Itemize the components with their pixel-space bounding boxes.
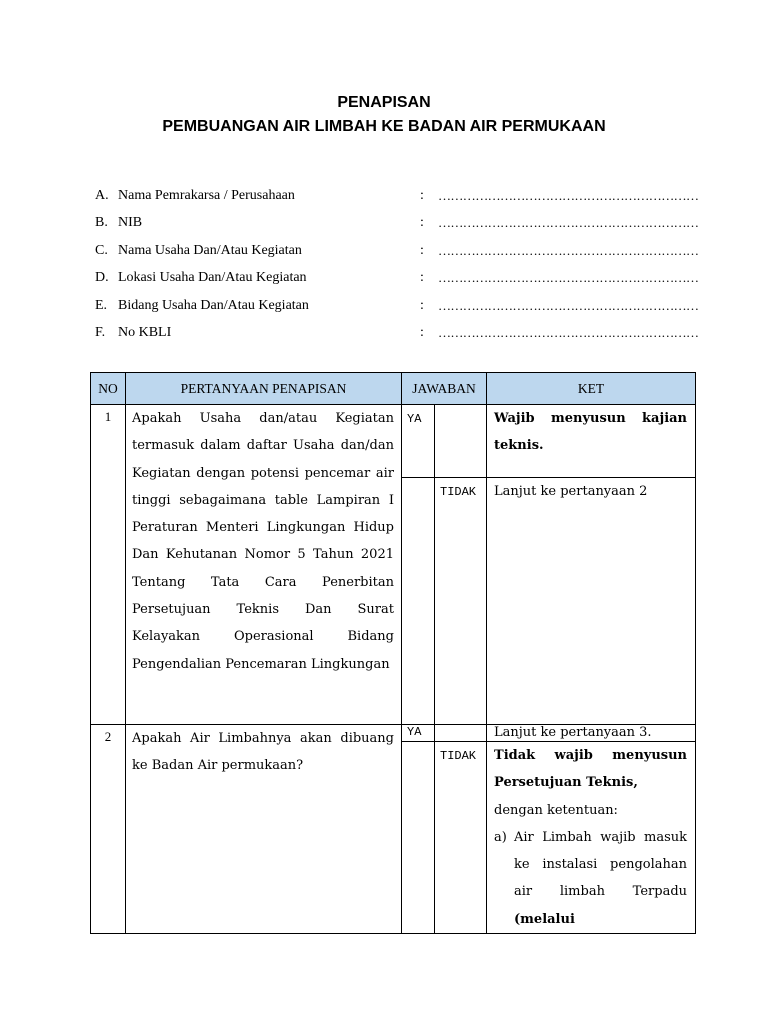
question-text: Apakah Usaha dan/atau Kegiatan termasuk dalam daftar Usaha dan/dan Kegiatan dengan potensi pencemar air tinggi sebagaimana table Lampiran I Peraturan Menteri Lingkungan Hidup Dan Kehutanan Nomor 5 Tahun 2021 Tentang Tata Cara Penerbitan Persetujuan Teknis Dan Surat Kelayakan Operasional Bidang Pengendalian Pencemaran Lingkungan bbox=[126, 405, 402, 725]
info-colon: : bbox=[420, 215, 424, 231]
info-letter: B. bbox=[95, 215, 108, 231]
info-label: No KBLI bbox=[118, 324, 172, 340]
info-letter: C. bbox=[95, 242, 108, 258]
header-no: NO bbox=[91, 373, 126, 405]
question-text: Apakah Air Limbahnya akan dibuang ke Badan Air permukaan? bbox=[126, 725, 402, 934]
answer-ya-checkbox[interactable] bbox=[435, 725, 487, 742]
info-label: Nama Usaha Dan/Atau Kegiatan bbox=[118, 242, 302, 258]
list-item-body: Air Limbah wajib masuk ke instalasi pengolahan air limbah Terpadu bbox=[514, 829, 688, 900]
info-fill-line[interactable]: ……………………………………………………… bbox=[438, 324, 699, 340]
answer-tidak-label: TIDAK bbox=[435, 742, 487, 934]
answer-tidak-label: TIDAK bbox=[435, 478, 487, 725]
info-fill-line[interactable]: ……………………………………………………… bbox=[438, 188, 699, 203]
info-letter: A. bbox=[95, 188, 109, 203]
table-row bbox=[91, 405, 696, 478]
info-letter: F. bbox=[95, 324, 106, 340]
info-colon: : bbox=[420, 270, 424, 286]
info-fill-line[interactable]: ……………………………………………………… bbox=[438, 297, 699, 313]
answer-tidak-checkbox[interactable] bbox=[402, 742, 435, 934]
info-label: NIB bbox=[118, 215, 143, 231]
info-row-e bbox=[95, 297, 699, 325]
row-number: 2 bbox=[91, 725, 126, 934]
document-subtitle: PEMBUANGAN AIR LIMBAH KE BADAN AIR PERMUKAAN bbox=[162, 118, 606, 135]
ket-tidak-subheading: dengan ketentuan: bbox=[494, 802, 618, 818]
header-ket: KET bbox=[487, 373, 696, 405]
info-colon: : bbox=[420, 242, 424, 258]
list-item-text bbox=[514, 824, 687, 933]
info-letter: E. bbox=[95, 297, 108, 313]
ket-ya-text: Wajib menyusun kajian teknis. bbox=[487, 405, 696, 478]
info-colon: : bbox=[420, 188, 424, 203]
info-label: Nama Pemrakarsa / Perusahaan bbox=[118, 188, 295, 203]
info-colon: : bbox=[420, 324, 424, 340]
info-row-b bbox=[95, 215, 699, 242]
info-row-f bbox=[95, 324, 699, 352]
screening-table bbox=[90, 372, 696, 934]
ket-tidak-text: Lanjut ke pertanyaan 2 bbox=[487, 478, 696, 725]
ket-tidak-cell bbox=[487, 742, 696, 934]
answer-tidak-checkbox[interactable] bbox=[402, 478, 435, 725]
answer-ya-label: YA bbox=[402, 725, 435, 742]
header-question: PERTANYAAN PENAPISAN bbox=[126, 373, 402, 405]
row-number: 1 bbox=[91, 405, 126, 725]
ket-tidak-list-item bbox=[494, 824, 687, 933]
info-fill-line[interactable]: ……………………………………………………… bbox=[438, 242, 699, 258]
info-label: Bidang Usaha Dan/Atau Kegiatan bbox=[118, 297, 309, 313]
ket-tidak-heading: Tidak wajib menyusun Persetujuan Teknis, bbox=[494, 748, 688, 791]
list-marker: a) bbox=[494, 829, 507, 845]
info-letter: D. bbox=[95, 270, 109, 286]
answer-ya-label: YA bbox=[402, 405, 435, 478]
header-answer: JAWABAN bbox=[402, 373, 487, 405]
list-item-tail: (melalui bbox=[514, 911, 575, 927]
info-fill-line[interactable]: ……………………………………………………… bbox=[438, 270, 699, 286]
identity-form bbox=[95, 188, 699, 352]
info-colon: : bbox=[420, 297, 424, 313]
info-row-c bbox=[95, 242, 699, 270]
info-label: Lokasi Usaha Dan/Atau Kegiatan bbox=[118, 270, 307, 286]
table-row bbox=[91, 725, 696, 742]
table-header-row bbox=[91, 373, 696, 405]
info-row-d bbox=[95, 270, 699, 297]
info-row-a bbox=[95, 188, 699, 215]
answer-ya-checkbox[interactable] bbox=[435, 405, 487, 478]
ket-ya-text: Lanjut ke pertanyaan 3. bbox=[487, 725, 696, 742]
info-fill-line[interactable]: ……………………………………………………… bbox=[438, 215, 699, 231]
document-title: PENAPISAN bbox=[337, 94, 431, 111]
